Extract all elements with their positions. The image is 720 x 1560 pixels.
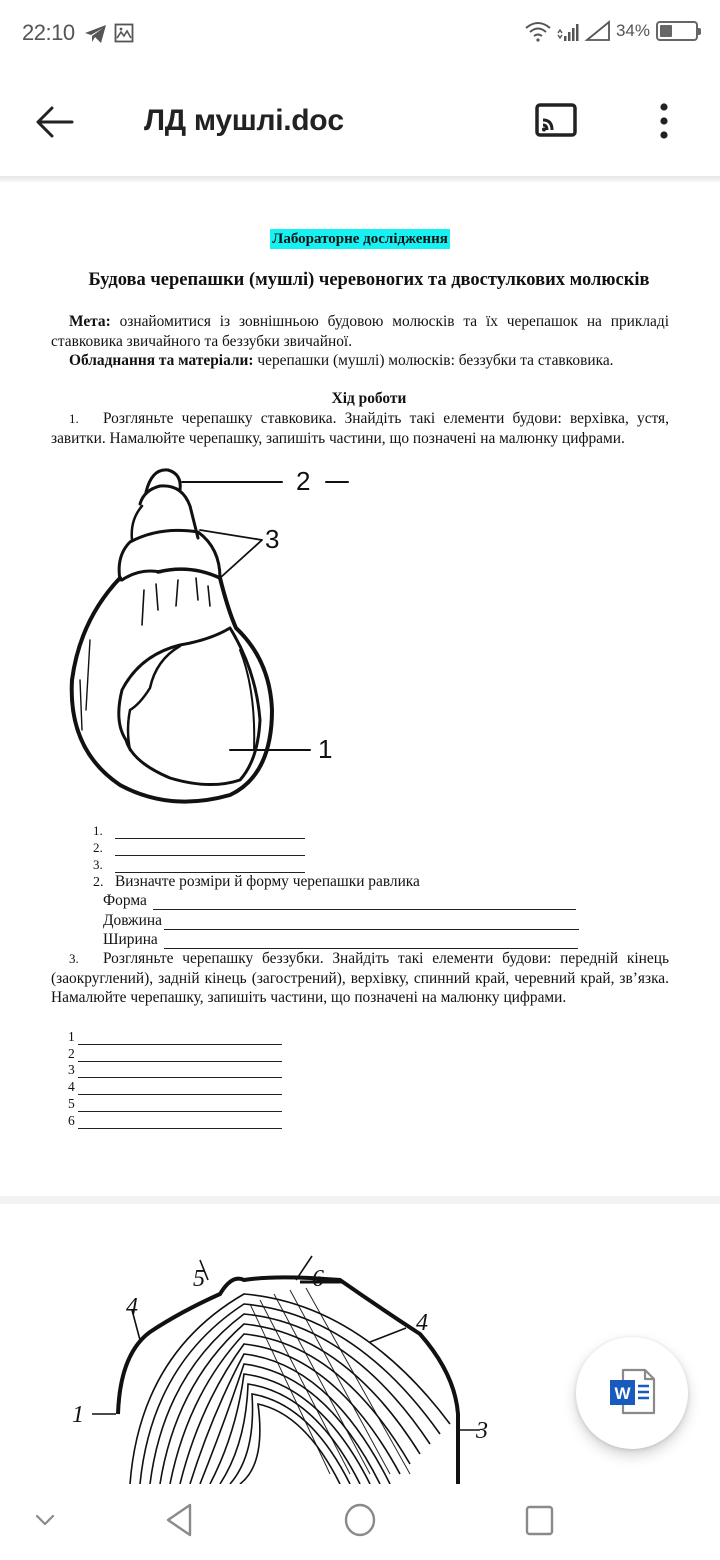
status-right-group — [524, 20, 698, 42]
task3-number: 3. — [69, 951, 79, 966]
mussel-label-3: 3 — [476, 1418, 488, 1444]
answer-number: 4 — [68, 1079, 75, 1095]
answer-number: 5 — [68, 1095, 75, 1111]
more-vertical-icon — [646, 100, 682, 146]
task2-number: 2. — [93, 875, 104, 890]
chevron-down-icon — [32, 1510, 58, 1530]
equipment-label: Обладнання та матеріали: — [69, 352, 254, 369]
answer-row — [68, 1095, 282, 1112]
word-letter: W — [614, 1384, 631, 1403]
work-title: Хід роботи — [331, 390, 407, 407]
length-label: Довжина — [103, 912, 162, 929]
answer-blank[interactable] — [78, 1116, 282, 1129]
home-circle-icon — [342, 1502, 378, 1538]
word-document-icon — [576, 1337, 688, 1449]
answer-number: 3. — [93, 857, 103, 872]
answer-blank[interactable] — [78, 1065, 282, 1078]
more-options-button[interactable] — [646, 100, 682, 146]
answer-blank[interactable] — [115, 842, 305, 856]
answer-row — [68, 1028, 282, 1045]
equipment-paragraph — [51, 351, 669, 371]
page-separator — [0, 1196, 720, 1204]
mussel-shell — [110, 1264, 470, 1484]
answer-row — [68, 1112, 282, 1129]
lab-heading — [0, 230, 720, 248]
hide-nav-button[interactable] — [32, 1510, 58, 1535]
gallery-icon — [114, 23, 134, 43]
length-blank[interactable] — [164, 914, 579, 930]
mussel-label-5: 5 — [193, 1266, 205, 1292]
answer-blank[interactable] — [78, 1049, 282, 1062]
status-bar — [0, 0, 720, 68]
equipment-text: черепашки (мушлі) молюсків: беззубки та ставковика. — [257, 352, 614, 369]
task1-text: Розгляньте черепашку ставковика. Знайдіть такі елементи будови: верхівка, устя, завитки. Намалюйте черепашку, запишіть частини, що позначені на малюнку цифрами. — [51, 410, 669, 447]
nav-home-button[interactable] — [342, 1502, 378, 1543]
task1-answer-list — [93, 822, 305, 873]
answer-blank[interactable] — [78, 1032, 282, 1045]
answer-row — [93, 856, 305, 873]
answer-blank[interactable] — [78, 1082, 282, 1095]
shape-field — [103, 892, 576, 910]
answer-blank[interactable] — [78, 1099, 282, 1112]
answer-blank[interactable] — [115, 825, 305, 839]
document-title: ЛД мушлі.doc — [144, 104, 344, 137]
snail-label-3: 3 — [265, 524, 280, 554]
mussel-figure — [60, 1204, 580, 1484]
task3-text: Розгляньте черепашку беззубки. Знайдіть такі елементи будови: передній кінець (заокруглений), задній кінець (загострений), верхівку, спинний край, черевний край, зв’язка. Намалюйте черепашку, запишіть частини, що позначені на малюнку цифрами. — [51, 950, 669, 1006]
system-navigation-bar — [0, 1484, 720, 1560]
task2-text: Визначте розміри й форму черепашки равлика — [115, 873, 420, 890]
answer-number: 1. — [93, 823, 103, 838]
battery-icon — [656, 21, 698, 41]
snail-label-2: 2 — [296, 466, 311, 496]
answer-number: 1 — [68, 1028, 75, 1044]
answer-row — [93, 822, 305, 839]
answer-number: 3 — [68, 1062, 75, 1078]
answer-number: 2. — [93, 840, 103, 855]
mussel-label-4-left: 4 — [126, 1294, 138, 1320]
answer-blank[interactable] — [115, 859, 305, 873]
task1-number: 1. — [69, 411, 79, 426]
mussel-label-6: 6 — [312, 1266, 324, 1292]
app-bar — [0, 68, 720, 178]
goal-paragraph — [51, 312, 669, 351]
width-blank[interactable] — [164, 933, 578, 949]
arrow-left-icon — [30, 98, 80, 148]
answer-number: 2 — [68, 1045, 75, 1061]
battery-percent: 34% — [615, 21, 650, 40]
snail-label-1: 1 — [318, 734, 333, 764]
task3-answer-list — [68, 1028, 282, 1129]
length-field — [103, 912, 579, 930]
back-button[interactable] — [30, 98, 80, 148]
cell-signal-icon — [556, 20, 580, 42]
answer-row — [68, 1078, 282, 1095]
document-page-1 — [0, 182, 720, 1196]
width-label: Ширина — [103, 931, 158, 948]
back-triangle-icon — [162, 1502, 196, 1538]
task3-paragraph — [51, 949, 669, 1008]
nav-back-button[interactable] — [162, 1502, 196, 1543]
cell-signal-empty-icon — [584, 20, 612, 42]
answer-row — [68, 1045, 282, 1062]
task1-paragraph — [51, 409, 669, 448]
recents-square-icon — [524, 1504, 556, 1538]
answer-row — [68, 1062, 282, 1079]
cast-icon — [534, 102, 578, 138]
telegram-icon — [84, 23, 108, 45]
shape-label: Форма — [103, 892, 147, 909]
cast-button[interactable] — [534, 102, 584, 142]
mussel-label-4-right: 4 — [416, 1310, 428, 1336]
lab-heading-text: Лабораторне дослідження — [272, 231, 448, 247]
width-field — [103, 931, 578, 949]
status-time: 22:10 — [22, 20, 75, 45]
mussel-label-1: 1 — [72, 1402, 84, 1428]
answer-row — [93, 839, 305, 856]
open-in-word-button[interactable] — [576, 1337, 688, 1449]
shape-blank[interactable] — [153, 894, 576, 910]
pond-snail-figure — [60, 460, 360, 810]
answer-number: 6 — [68, 1112, 75, 1128]
goal-text: ознайомитися із зовнішньою будовою молюсків та їх черепашок на прикладі ставковика звичайного та беззубки звичайної. — [51, 313, 669, 350]
wifi-icon — [524, 20, 552, 42]
task2-heading — [93, 872, 420, 893]
nav-recents-button[interactable] — [524, 1504, 556, 1543]
battery-fill — [660, 25, 672, 37]
goal-label: Мета: — [69, 313, 111, 330]
document-heading: Будова черепашки (мушлі) черевоногих та двостулкових молюсків — [88, 270, 650, 290]
